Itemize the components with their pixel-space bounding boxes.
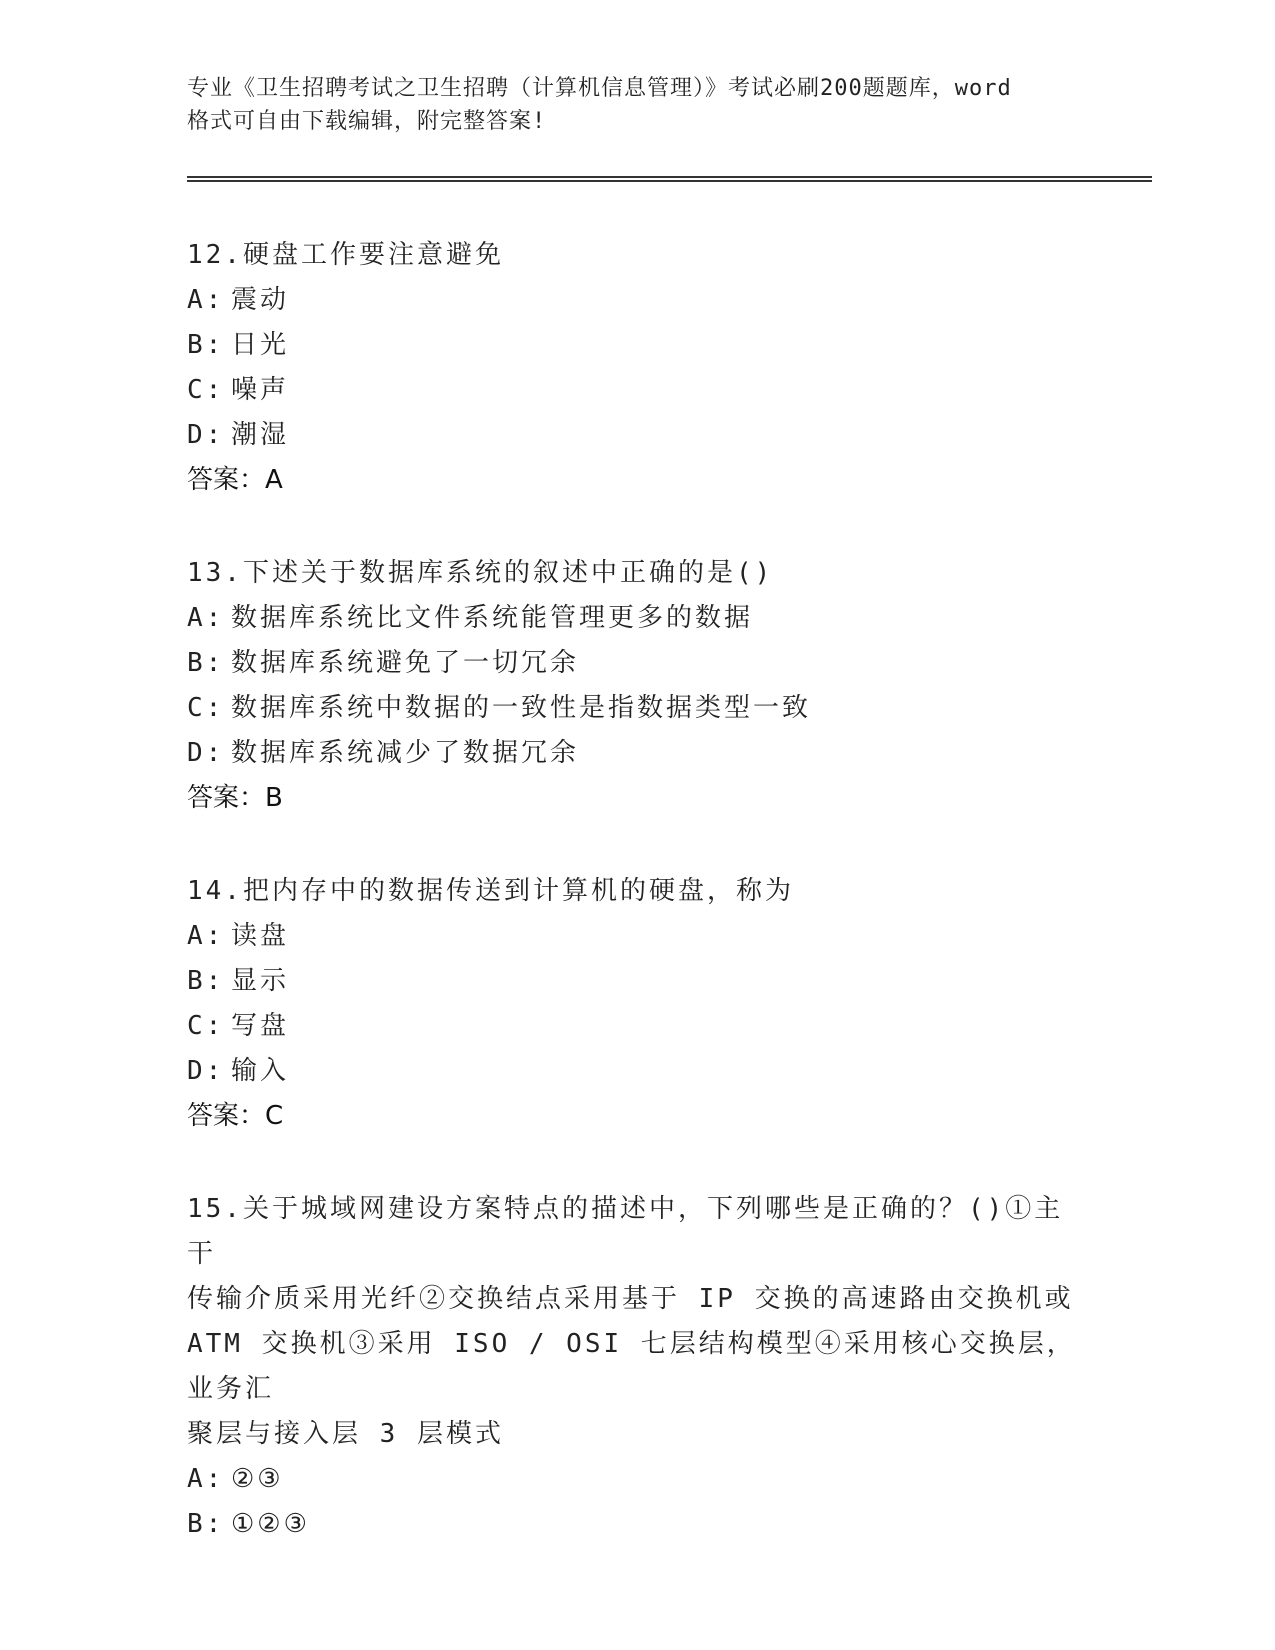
option-text: 数据库系统避免了一切冗余 [231,648,580,678]
option-letter: C: [187,693,225,723]
option-c [187,686,1087,731]
option-text: 数据库系统减少了数据冗余 [231,738,580,768]
option-c [187,368,1087,413]
option-letter: B: [187,648,225,678]
option-b [187,959,1087,1004]
header-line-2: 格式可自由下载编辑，附完整答案! [187,109,547,134]
option-d [187,1049,1087,1094]
option-text: 数据库系统中数据的一致性是指数据类型一致 [231,693,812,723]
option-d [187,731,1087,776]
option-letter: C: [187,375,225,405]
question-12 [187,233,1087,503]
option-a [187,596,1087,641]
question-text: 14.把内存中的数据传送到计算机的硬盘，称为 [187,876,794,906]
option-a [187,914,1087,959]
option-text: 显示 [231,966,290,996]
option-text: 数据库系统比文件系统能管理更多的数据 [231,603,754,633]
option-b [187,323,1087,368]
question-text-line-1: 15.关于城域网建设方案特点的描述中，下列哪些是正确的？()①主干 [187,1194,1064,1269]
question-13 [187,551,1087,821]
question-15 [187,1187,1087,1547]
option-letter: A: [187,285,225,315]
option-text: 噪声 [231,375,290,405]
option-text: 震动 [231,285,290,315]
option-text: 日光 [231,330,290,360]
option-d [187,413,1087,458]
header-line-1: 专业《卫生招聘考试之卫生招聘（计算机信息管理）》考试必刷200题题库，word [187,76,1012,101]
option-text: 输入 [231,1056,290,1086]
question-14 [187,869,1087,1139]
option-text: 潮湿 [231,420,290,450]
option-b [187,641,1087,686]
question-text-line-3: ATM 交换机③采用 ISO / OSI 七层结构模型④采用核心交换层，业务汇 [187,1329,1076,1404]
option-letter: D: [187,420,225,450]
option-letter: B: [187,1509,225,1539]
question-text: 13.下述关于数据库系统的叙述中正确的是() [187,558,774,588]
option-text: ②③ [231,1464,284,1494]
option-text: 读盘 [231,921,290,951]
option-letter: B: [187,330,225,360]
option-b [187,1502,1087,1547]
header-divider [187,176,1152,182]
document-header [187,72,1087,138]
option-a [187,278,1087,323]
question-text-line-4: 聚层与接入层 3 层模式 [187,1419,504,1449]
answer-line: 答案：B [187,783,283,813]
answer-line: 答案：C [187,1101,284,1131]
option-letter: A: [187,921,225,951]
option-letter: A: [187,1464,225,1494]
option-letter: A: [187,603,225,633]
option-letter: C: [187,1011,225,1041]
option-text: ①②③ [231,1509,310,1539]
question-text-line-2: 传输介质采用光纤②交换结点采用基于 IP 交换的高速路由交换机或 [187,1284,1074,1314]
option-letter: B: [187,966,225,996]
option-letter: D: [187,1056,225,1086]
option-a [187,1457,1087,1502]
question-text: 12.硬盘工作要注意避免 [187,240,504,270]
answer-line: 答案：A [187,465,283,495]
option-letter: D: [187,738,225,768]
option-c [187,1004,1087,1049]
option-text: 写盘 [231,1011,290,1041]
